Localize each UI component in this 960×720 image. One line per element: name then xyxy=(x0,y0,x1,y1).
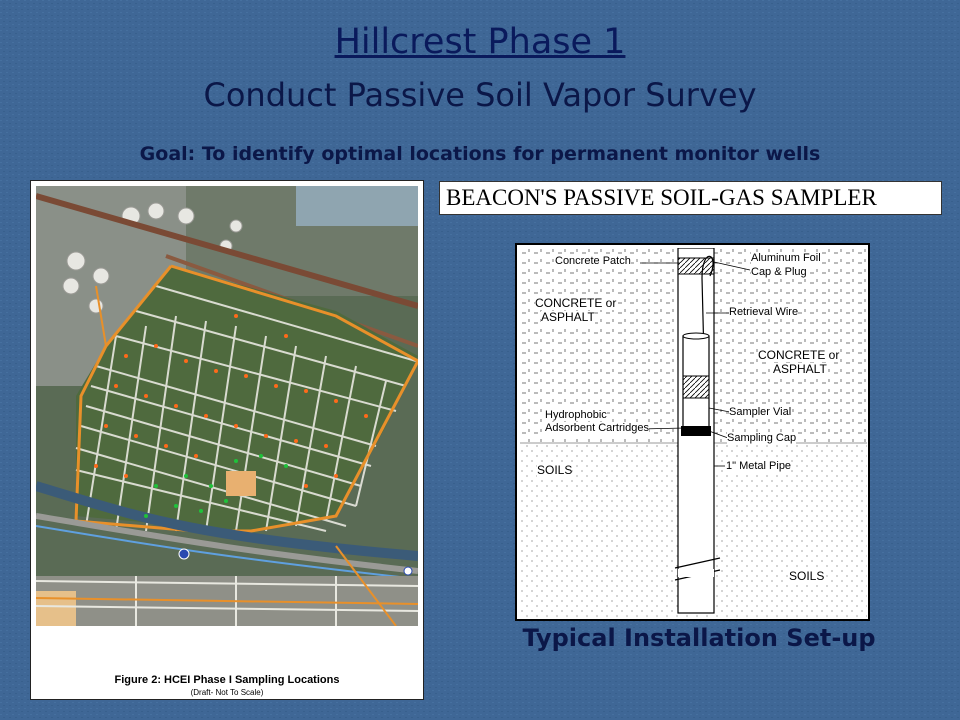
label-aluminum-foil: Aluminum Foil xyxy=(751,252,821,264)
label-retrieval-wire: Retrieval Wire xyxy=(729,306,799,318)
sampler-diagram xyxy=(515,243,870,621)
label-soils-right: SOILS xyxy=(789,569,825,583)
label-hydrophobic: Hydrophobic xyxy=(545,409,607,421)
label-concrete-patch: Concrete Patch xyxy=(555,255,631,267)
sampling-locations-map xyxy=(30,180,424,700)
slide-title[interactable]: Hillcrest Phase 1 xyxy=(334,22,626,62)
aerial-map-image xyxy=(36,186,418,626)
label-asphalt-left: ASPHALT xyxy=(541,310,595,324)
label-soils-left: SOILS xyxy=(537,463,573,477)
label-sampler-vial: Sampler Vial xyxy=(729,406,792,418)
label-asphalt-right: ASPHALT xyxy=(773,362,827,376)
label-adsorbent-cartridges: Adsorbent Cartridges xyxy=(545,422,649,434)
installation-caption: Typical Installation Set-up xyxy=(522,624,876,652)
sampler-banner: BEACON'S PASSIVE SOIL-GAS SAMPLER xyxy=(439,181,942,215)
goal-text: Goal: To identify optimal locations for permanent monitor wells xyxy=(139,143,821,165)
label-concrete-left: CONCRETE or xyxy=(535,296,617,310)
slide-subtitle: Conduct Passive Soil Vapor Survey xyxy=(203,76,757,114)
label-cap-plug: Cap & Plug xyxy=(751,266,807,278)
label-metal-pipe: 1" Metal Pipe xyxy=(726,460,792,472)
map-caption: Figure 2: HCEI Phase I Sampling Locations xyxy=(114,674,340,686)
map-note: (Draft- Not To Scale) xyxy=(190,688,264,697)
label-concrete-right: CONCRETE or xyxy=(758,348,840,362)
label-sampling-cap: Sampling Cap xyxy=(727,432,797,444)
